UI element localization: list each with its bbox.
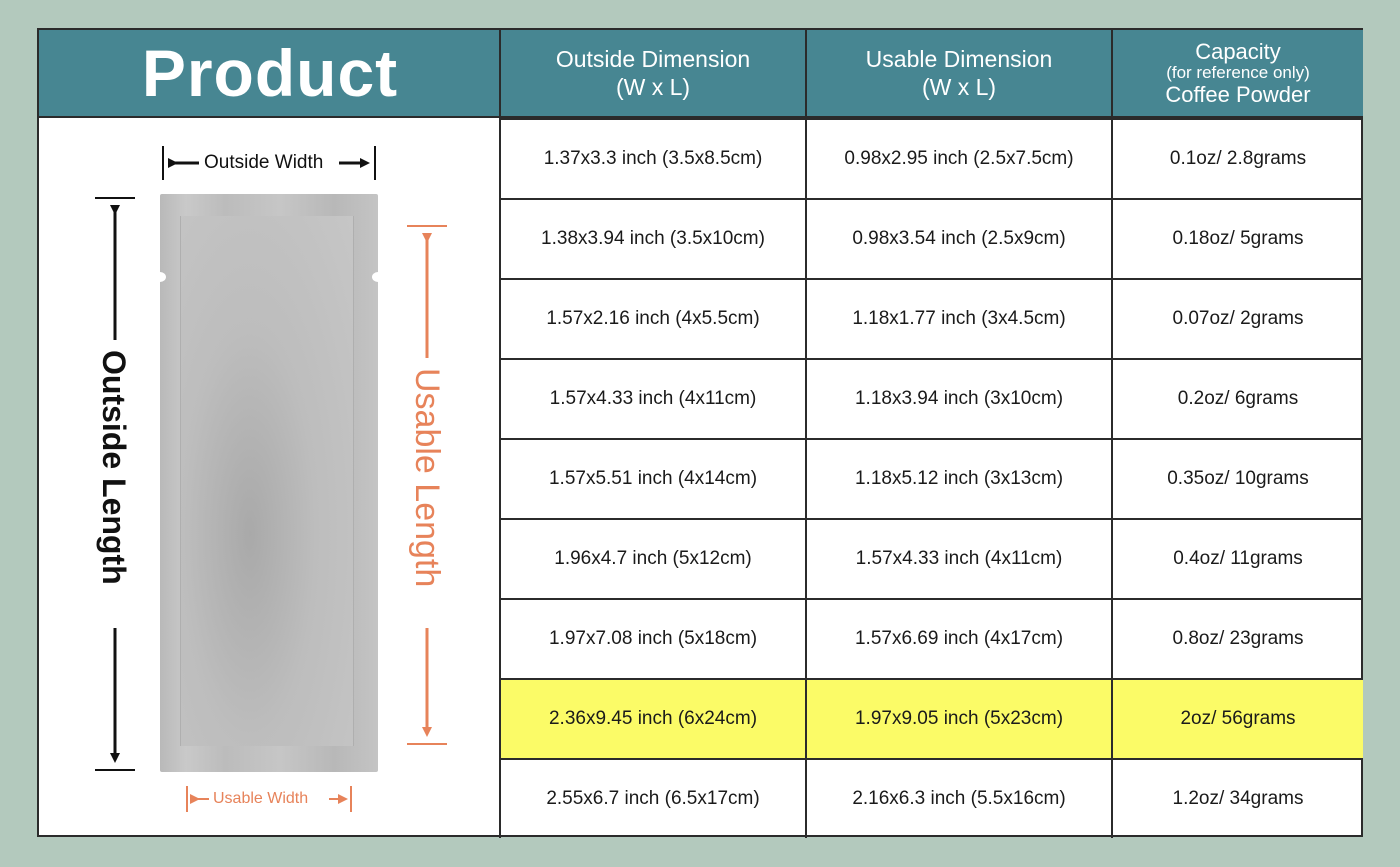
header-label: Usable Dimension (865, 46, 1053, 72)
size-table (499, 118, 1363, 837)
outside-width-label: Outside Width (204, 152, 324, 173)
header-label: Capacity (1195, 39, 1281, 64)
capacity-cell: 1.2oz/ 34grams (1111, 760, 1363, 838)
header-label: Outside Dimension (555, 46, 751, 72)
header-note: (for reference only) (1166, 63, 1310, 82)
usable-dimension-cell: 1.57x4.33 inch (4x11cm) (805, 520, 1111, 598)
outside-dimension-cell: 1.57x4.33 inch (4x11cm) (499, 360, 805, 438)
capacity-cell: 0.1oz/ 2.8grams (1111, 120, 1363, 198)
usable-dimension-cell: 0.98x2.95 inch (2.5x7.5cm) (805, 120, 1111, 198)
capacity-cell: 2oz/ 56grams (1111, 680, 1363, 758)
size-chart (37, 28, 1363, 837)
usable-dimension-header (805, 30, 1111, 118)
capacity-cell: 0.4oz/ 11grams (1111, 520, 1363, 598)
product-title: Product (141, 36, 399, 110)
table-row (499, 598, 1363, 678)
capacity-cell: 0.2oz/ 6grams (1111, 360, 1363, 438)
outside-dimension-cell: 1.38x3.94 inch (3.5x10cm) (499, 200, 805, 278)
capacity-cell: 0.8oz/ 23grams (1111, 600, 1363, 678)
capacity-cell: 0.35oz/ 10grams (1111, 440, 1363, 518)
tear-notch (372, 272, 384, 282)
table-row (499, 278, 1363, 358)
pouch-seal-area (180, 216, 354, 746)
header-sublabel: (W x L) (921, 74, 997, 100)
outside-dimension-header (499, 30, 805, 118)
outside-dimension-cell: 1.97x7.08 inch (5x18cm) (499, 600, 805, 678)
outside-dimension-cell: 1.57x5.51 inch (4x14cm) (499, 440, 805, 518)
capacity-header (1111, 30, 1363, 118)
table-row (499, 518, 1363, 598)
table-row (499, 358, 1363, 438)
table-row (499, 118, 1363, 198)
usable-length-label: Usable Length (408, 368, 446, 588)
usable-dimension-cell: 1.18x1.77 inch (3x4.5cm) (805, 280, 1111, 358)
usable-dimension-cell: 1.57x6.69 inch (4x17cm) (805, 600, 1111, 678)
outside-length-label: Outside Length (96, 350, 132, 585)
tear-notch (154, 272, 166, 282)
capacity-cell: 0.07oz/ 2grams (1111, 280, 1363, 358)
capacity-cell: 0.18oz/ 5grams (1111, 200, 1363, 278)
usable-width-label: Usable Width (213, 790, 309, 807)
outside-dimension-cell: 1.37x3.3 inch (3.5x8.5cm) (499, 120, 805, 198)
table-row-highlighted (499, 678, 1363, 758)
product-diagram (39, 118, 499, 837)
usable-dimension-cell: 1.97x9.05 inch (5x23cm) (805, 680, 1111, 758)
header-sublabel: Coffee Powder (1165, 82, 1311, 107)
usable-dimension-cell: 2.16x6.3 inch (5.5x16cm) (805, 760, 1111, 838)
outside-dimension-cell: 2.55x6.7 inch (6.5x17cm) (499, 760, 805, 838)
table-row (499, 758, 1363, 838)
usable-dimension-cell: 1.18x3.94 inch (3x10cm) (805, 360, 1111, 438)
pouch-image (160, 194, 378, 772)
usable-dimension-cell: 1.18x5.12 inch (3x13cm) (805, 440, 1111, 518)
product-header (39, 30, 501, 118)
header-sublabel: (W x L) (615, 74, 691, 100)
outside-dimension-cell: 2.36x9.45 inch (6x24cm) (499, 680, 805, 758)
outside-dimension-cell: 1.96x4.7 inch (5x12cm) (499, 520, 805, 598)
usable-dimension-cell: 0.98x3.54 inch (2.5x9cm) (805, 200, 1111, 278)
table-row (499, 198, 1363, 278)
table-row (499, 438, 1363, 518)
outside-dimension-cell: 1.57x2.16 inch (4x5.5cm) (499, 280, 805, 358)
